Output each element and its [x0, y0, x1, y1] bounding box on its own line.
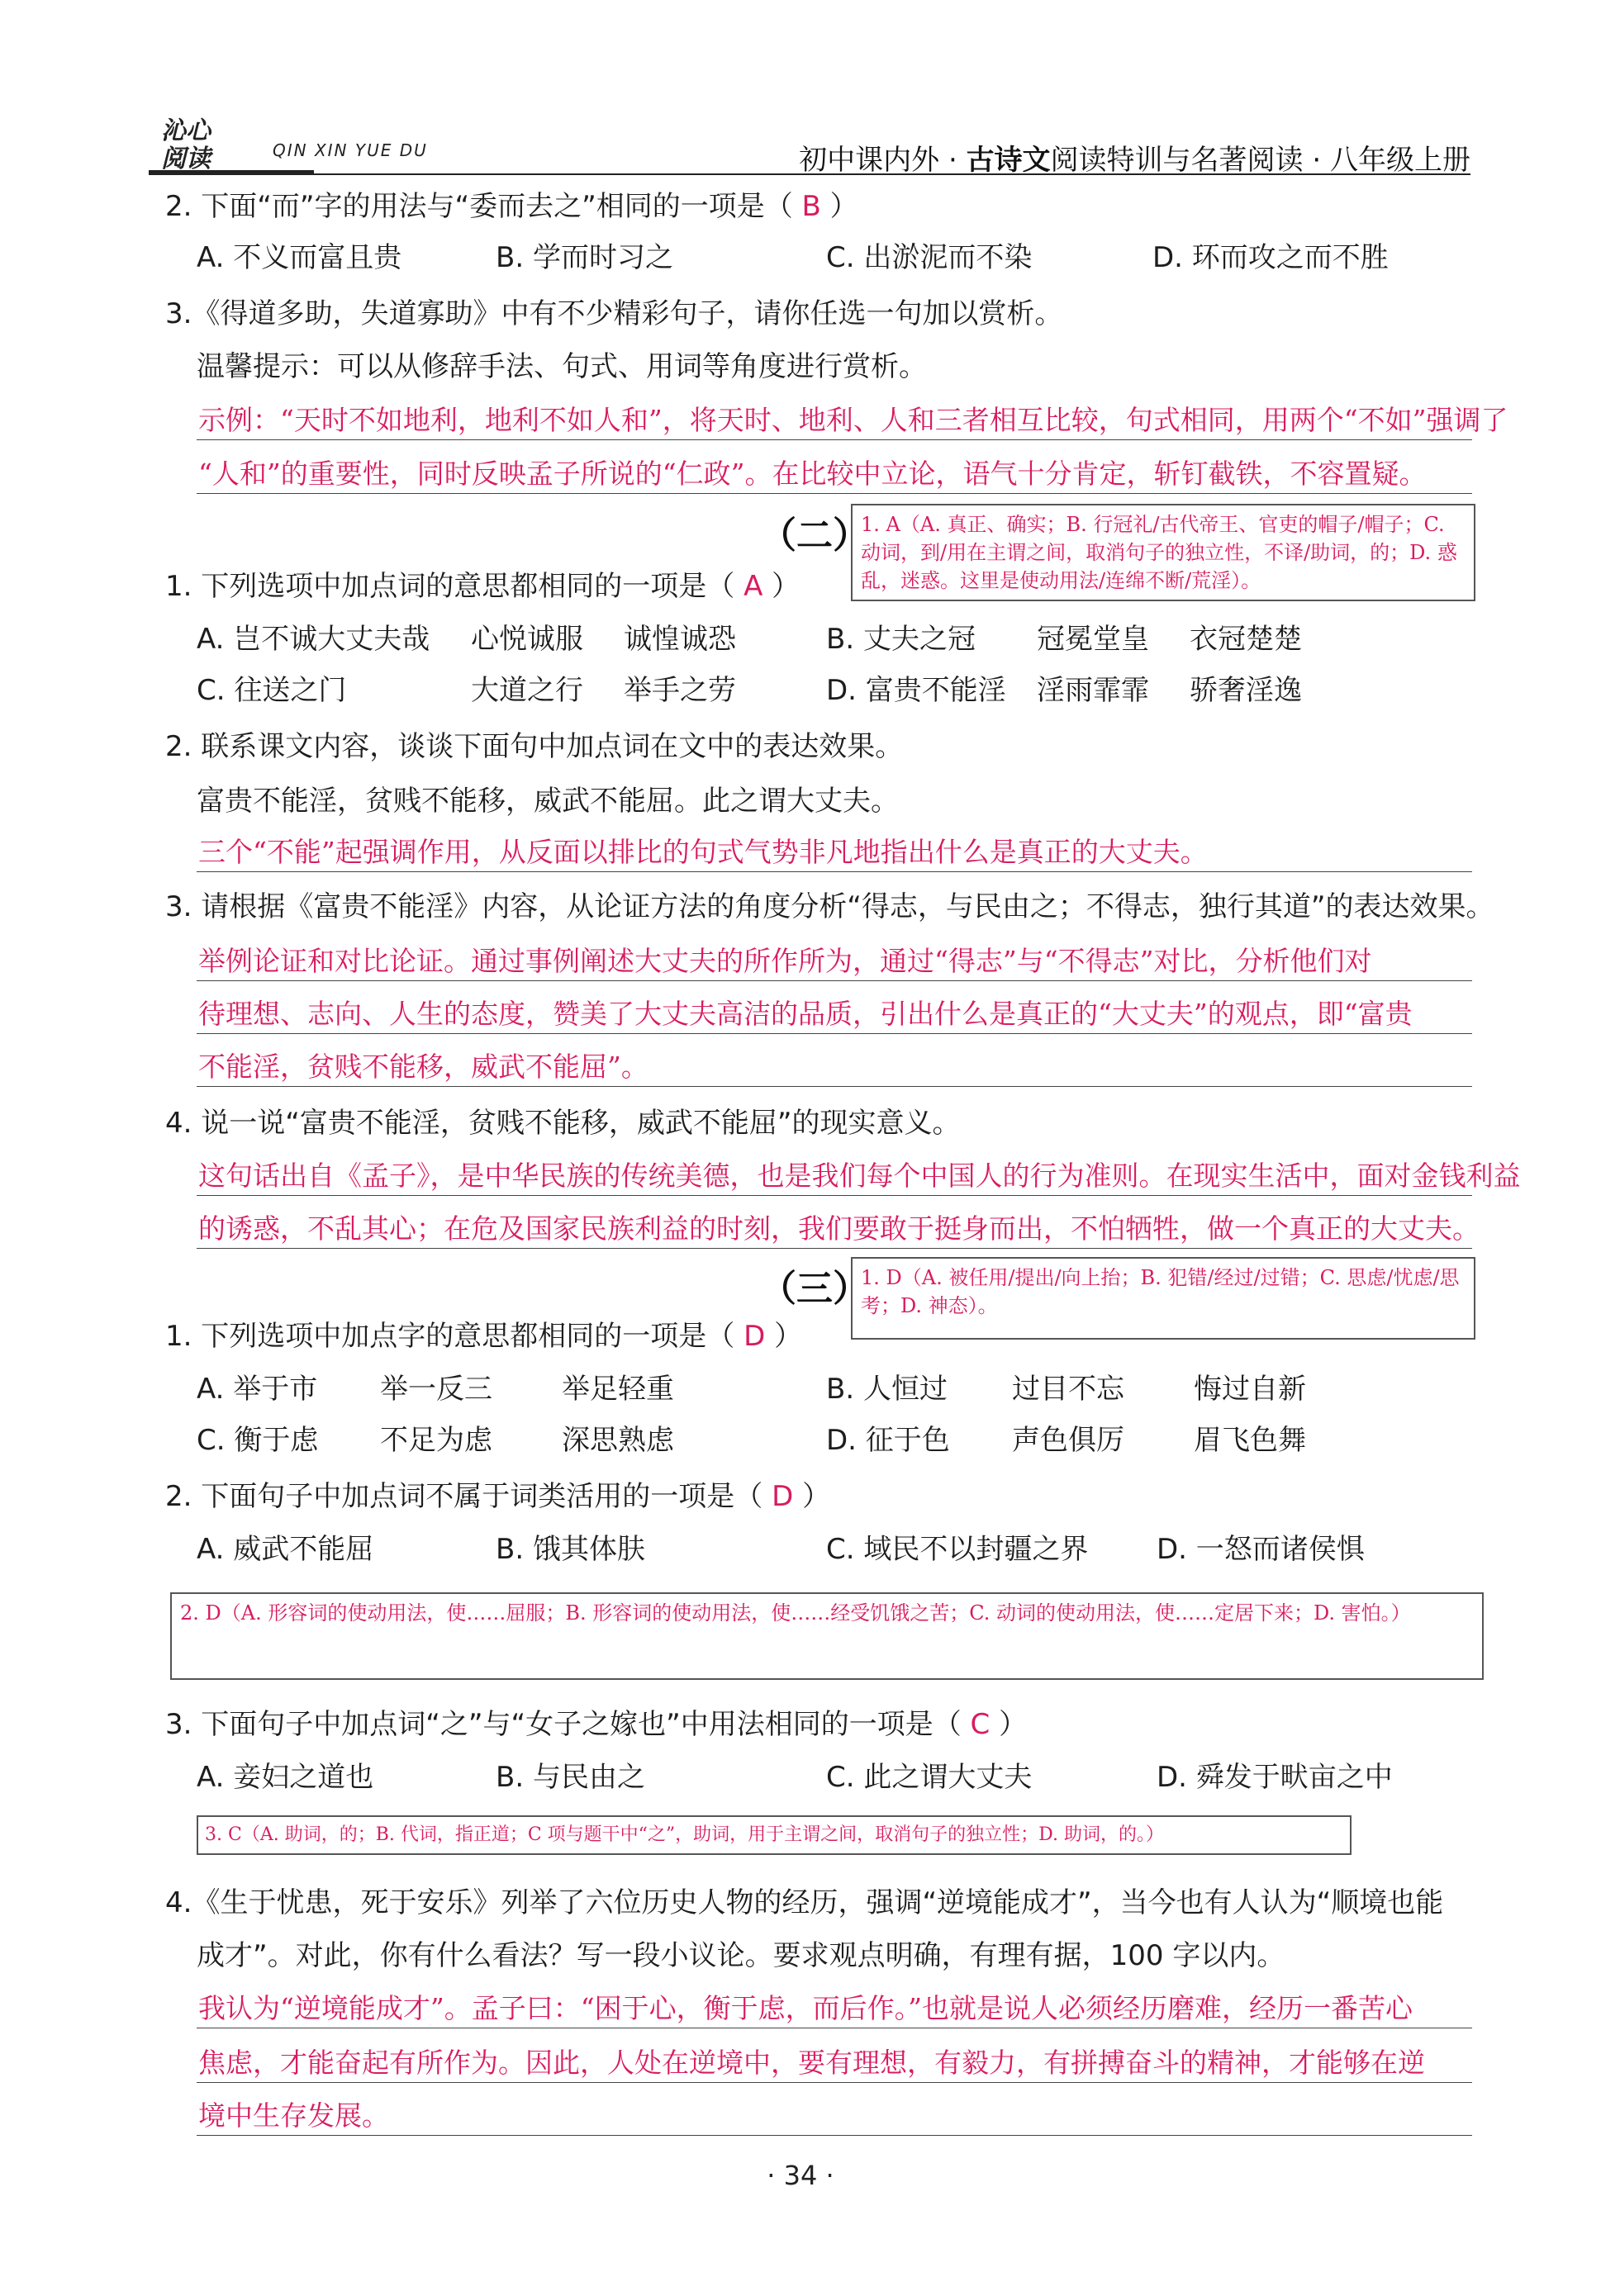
header-thick-rule: [149, 170, 314, 175]
section-heading-2: （二）: [760, 515, 869, 557]
p3-q1-explanation-box: 1. D（A. 被任用/提出/向上抬；B. 犯错/经过/过错；C. 思虑/忧虑/思考；D. 神态）。: [851, 1257, 1475, 1340]
answer-underline: [197, 2082, 1472, 2083]
p3-q4-stem-line2: 成才”。对此，你有什么看法？写一段小议论。要求观点明确，有理有据，100 字以内。: [197, 1939, 1285, 1972]
p2-q1-stem: 1. 下列选项中加点词的意思都相同的一项是（ A ）: [165, 570, 800, 603]
brand-pinyin: QIN XIN YUE DU: [273, 140, 428, 160]
p2-q1-option-b2: 冠冕堂皇: [1037, 623, 1149, 656]
p2-q3-answer-line1: 举例论证和对比论证。通过事例阐述大丈夫的所作所为，通过“得志”与“不得志”对比，分析他们对: [198, 945, 1372, 977]
p2-q3-stem: 3. 请根据《富贵不能淫》内容，从论证方法的角度分析“得志，与民由之；不得志，独行其道”的表达效果。: [165, 890, 1494, 923]
p2-q1-option-d3: 骄奢淫逸: [1190, 674, 1302, 707]
answer-underline: [197, 2135, 1472, 2136]
p3-q2-explanation-box: 2. D（A. 形容词的使动用法，使……屈服；B. 形容词的使动用法，使……经受饥饿之苦；C. 动词的使动用法，使……定居下来；D. 害怕。）: [170, 1592, 1484, 1680]
p2-q2-quote: 富贵不能淫，贫贱不能移，威武不能屈。此之谓大丈夫。: [197, 785, 899, 818]
p1-q2-option-a: A. 不义而富且贵: [197, 241, 402, 274]
p1-q2-option-d: D. 环而攻之而不胜: [1152, 241, 1389, 274]
p2-q1-option-d2: 淫雨霏霏: [1037, 674, 1149, 707]
p3-q3-option-c: C. 此之谓大丈夫: [826, 1761, 1033, 1794]
p3-q4-answer-line3: 境中生存发展。: [198, 2099, 389, 2132]
p1-q3-tip: 温馨提示：可以从修辞手法、句式、用词等角度进行赏析。: [197, 350, 927, 383]
answer-underline: [197, 439, 1472, 440]
answer-underline: [197, 1195, 1472, 1196]
answer-underline: [197, 1248, 1472, 1249]
p3-q2-stem: 2. 下面句子中加点词不属于词类活用的一项是（ D ）: [165, 1480, 831, 1513]
p3-q4-answer-line1: 我认为“逆境能成才”。孟子曰：“困于心，衡于虑，而后作。”也就是说人必须经历磨难，经历一番苦心: [198, 1992, 1413, 2024]
p1-q2-answer: B: [801, 190, 821, 223]
p3-q2-option-c: C. 域民不以封疆之界: [826, 1533, 1089, 1566]
p3-q3-option-d: D. 舜发于畎亩之中: [1157, 1761, 1393, 1794]
title-prefix: 初中课内外: [799, 144, 940, 177]
section-heading-3: （三）: [760, 1268, 869, 1310]
p2-q4-answer-line1: 这句话出自《孟子》，是中华民族的传统美德，也是我们每个中国人的行为准则。在现实生活中，面对金钱利益: [198, 1160, 1521, 1192]
p2-q3-answer-line3: 不能淫，贫贱不能移，威武不能屈”。: [198, 1051, 648, 1083]
p2-q1-option-c3: 举手之劳: [624, 674, 736, 707]
logo-line2: 阅读: [161, 145, 211, 173]
answer-underline: [197, 980, 1472, 981]
p3-q3-answer: C: [970, 1708, 991, 1741]
p1-q3-stem: 3.《得道多助，失道寡助》中有不少精彩句子，请你任选一句加以赏析。: [165, 297, 1063, 330]
p2-q1-option-a2: 心悦诚服: [471, 623, 583, 656]
title-mid: 阅读特训与名著阅读: [1050, 144, 1304, 177]
p2-q1-option-c2: 大道之行: [471, 674, 583, 707]
page-header: [149, 107, 1470, 177]
title-bold: 古诗文: [966, 144, 1051, 177]
p3-q1-option-d: D. 征于色: [826, 1424, 950, 1457]
p3-q1-option-c3: 深思熟虑: [562, 1424, 674, 1457]
p3-q1-option-d3: 眉飞色舞: [1194, 1424, 1306, 1457]
p1-q3-answer-line2: “人和”的重要性，同时反映孟子所说的“仁政”。在比较中立论，语气十分肯定，斩钉截铁，不容置疑。: [198, 458, 1427, 490]
answer-underline: [197, 871, 1472, 872]
p3-q1-option-b: B. 人恒过: [826, 1373, 948, 1406]
p3-q4-answer-line2: 焦虑，才能奋起有所作为。因此，人处在逆境中，要有理想，有毅力，有拼搏奋斗的精神，才能够在逆: [198, 2047, 1425, 2079]
page-number: · 34 ·: [767, 2160, 834, 2191]
p2-q2-answer: 三个“不能”起强调作用，从反面以排比的句式气势非凡地指出什么是真正的大丈夫。: [198, 836, 1208, 868]
book-title: 初中课内外 · 古诗文阅读特训与名著阅读 · 八年级上册: [799, 144, 1470, 177]
p3-q2-answer: D: [772, 1480, 794, 1513]
p2-q1-option-b: B. 丈夫之冠: [826, 623, 976, 656]
p3-q1-option-b3: 悔过自新: [1194, 1373, 1306, 1406]
p1-q2-option-c: C. 出淤泥而不染: [826, 241, 1033, 274]
p3-q3-option-a: A. 妾妇之道也: [197, 1761, 374, 1794]
p2-q1-answer: A: [743, 570, 763, 603]
p3-q1-option-a2: 举一反三: [380, 1373, 492, 1406]
header-rule: [306, 173, 1470, 175]
p2-q1-option-d: D. 富贵不能淫: [826, 674, 1006, 707]
p3-q1-option-c2: 不足为虑: [380, 1424, 492, 1457]
p2-q1-option-a: A. 岂不诚大丈夫哉: [197, 623, 430, 656]
p3-q1-option-d2: 声色俱厉: [1012, 1424, 1124, 1457]
p1-q2-option-b: B. 学而时习之: [496, 241, 673, 274]
p3-q3-stem: 3. 下面句子中加点词“之”与“女子之嫁也”中用法相同的一项是（ C ）: [165, 1708, 1028, 1741]
p3-q2-option-a: A. 威武不能屈: [197, 1533, 374, 1566]
p3-q3-option-b: B. 与民由之: [496, 1761, 645, 1794]
p3-q2-option-d: D. 一怒而诸侯惧: [1157, 1533, 1365, 1566]
p2-q2-stem: 2. 联系课文内容，谈谈下面句中加点词在文中的表达效果。: [165, 730, 904, 763]
p2-q1-option-a3: 诚惶诚恐: [624, 623, 736, 656]
p3-q4-stem-line1: 4.《生于忧患，死于安乐》列举了六位历史人物的经历，强调“逆境能成才”，当今也有人认为“顺境也能: [165, 1886, 1444, 1919]
p2-q1-explanation-box: 1. A（A. 真正、确实；B. 行冠礼/古代帝王、官吏的帽子/帽子；C. 动词，到/用在主谓之间，取消句子的独立性，不译/助词，的；D. 惑乱，迷惑。这里是使动用法/连绵不断/荒淫）。: [851, 504, 1475, 601]
p2-q4-stem: 4. 说一说“富贵不能淫，贫贱不能移，威武不能屈”的现实意义。: [165, 1107, 961, 1140]
title-grade: 八年级上册: [1330, 144, 1470, 177]
logo-line1: 沁心: [161, 116, 211, 145]
p3-q1-option-a: A. 举于市: [197, 1373, 318, 1406]
p3-q1-option-a3: 举足轻重: [562, 1373, 674, 1406]
logo: [161, 116, 211, 173]
p2-q3-answer-line2: 待理想、志向、人生的态度，赞美了大丈夫高洁的品质，引出什么是真正的“大丈夫”的观点，即“富贵: [198, 998, 1413, 1030]
answer-underline: [197, 1086, 1472, 1087]
p2-q1-option-c: C. 往送之门: [197, 674, 347, 707]
p3-q3-explanation-box: 3. C（A. 助词，的；B. 代词，指正道；C 项与题干中“之”，助词，用于主谓之间，取消句子的独立性；D. 助词，的。）: [197, 1815, 1352, 1855]
p1-q2-stem: 2. 下面“而”字的用法与“委而去之”相同的一项是（ B ）: [165, 190, 858, 223]
p3-q1-stem: 1. 下列选项中加点字的意思都相同的一项是（ D ）: [165, 1320, 803, 1353]
p3-q1-answer: D: [743, 1320, 766, 1353]
answer-underline: [197, 493, 1472, 494]
p1-q3-answer-line1: 示例：“天时不如地利，地利不如人和”，将天时、地利、人和三者相互比较，句式相同，用两个“不如”强调了: [198, 404, 1508, 436]
p2-q1-option-b3: 衣冠楚楚: [1190, 623, 1302, 656]
p2-q4-answer-line2: 的诱惑，不乱其心；在危及国家民族利益的时刻，我们要敢于挺身而出，不怕牺牲，做一个真正的大丈夫。: [198, 1212, 1480, 1245]
p3-q1-option-c: C. 衡于虑: [197, 1424, 319, 1457]
answer-underline: [197, 1033, 1472, 1034]
p3-q2-option-b: B. 饿其体肤: [496, 1533, 645, 1566]
p3-q1-option-b2: 过目不忘: [1012, 1373, 1124, 1406]
